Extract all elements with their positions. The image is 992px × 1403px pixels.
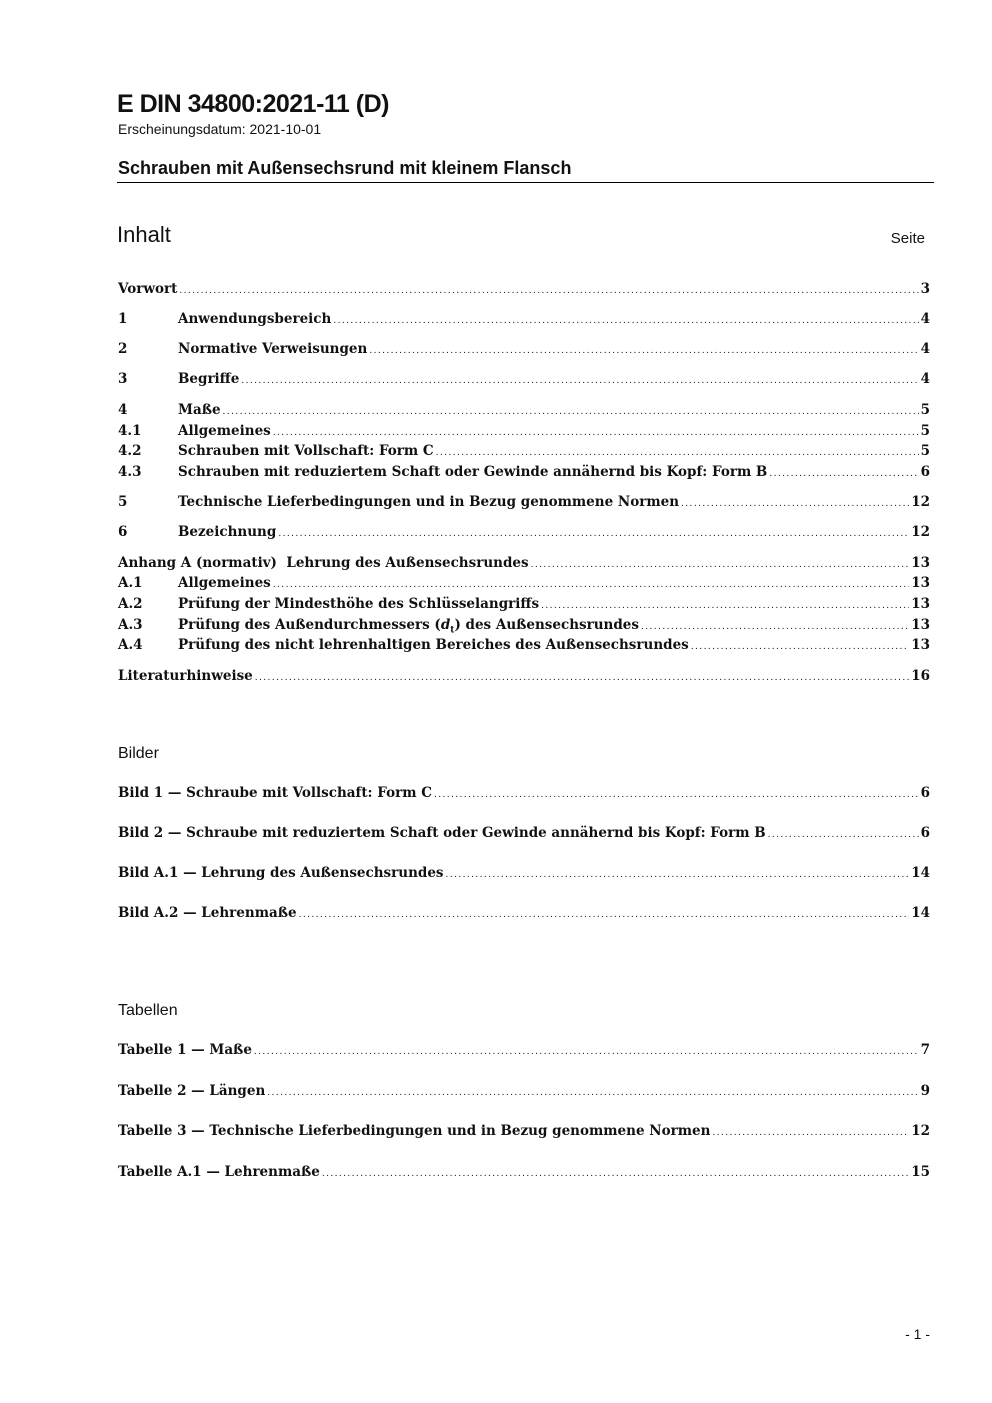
toc-entry-page: 13 bbox=[911, 575, 930, 591]
toc-entry-page: 4 bbox=[920, 311, 930, 327]
figure-entry-text: Bild A.1 — Lehrung des Außensechsrundes bbox=[118, 865, 444, 881]
document-subtitle: Schrauben mit Außensechsrund mit kleinem Flansch bbox=[118, 158, 572, 178]
toc-entry-page: 5 bbox=[920, 423, 930, 439]
toc-entry-page: 16 bbox=[911, 668, 930, 684]
dot-leader bbox=[369, 346, 918, 356]
table-entry-page: 7 bbox=[920, 1042, 930, 1058]
dot-leader bbox=[681, 499, 909, 509]
tables-heading: Tabellen bbox=[118, 1002, 178, 1019]
toc-entry-number: 4.1 bbox=[118, 423, 142, 439]
toc-entry-text: Schrauben mit reduziertem Schaft oder Gewinde annähernd bis Kopf: Form B bbox=[178, 464, 768, 480]
toc-entry-page: 4 bbox=[920, 341, 930, 357]
toc-entry-page: 12 bbox=[911, 524, 930, 540]
publication-date: Erscheinungsdatum: 2021-10-01 bbox=[118, 121, 322, 137]
dot-leader bbox=[769, 469, 918, 479]
toc-entry-text: Normative Verweisungen bbox=[178, 341, 368, 357]
toc-entry-number: 5 bbox=[118, 494, 128, 510]
table-entry[interactable] bbox=[118, 1042, 930, 1061]
toc-entry[interactable] bbox=[118, 668, 930, 687]
toc-entry-text: Vorwort bbox=[118, 281, 178, 297]
toc-entry[interactable] bbox=[118, 311, 930, 330]
toc-entry-text-part: Prüfung des Außendurchmessers ( bbox=[178, 617, 441, 633]
toc-entry[interactable] bbox=[118, 281, 930, 300]
page-column-label: Seite bbox=[890, 230, 925, 247]
toc-entry-page: 5 bbox=[920, 402, 930, 418]
table-entry-text: Tabelle 3 — Technische Lieferbedingungen und in Bezug genommene Normen bbox=[118, 1123, 711, 1139]
dot-leader bbox=[768, 830, 919, 840]
figure-entry-text: Bild A.2 — Lehrenmaße bbox=[118, 905, 297, 921]
figure-entry-page: 6 bbox=[920, 785, 930, 801]
figure-entry-page: 14 bbox=[911, 865, 930, 881]
toc-entry[interactable] bbox=[118, 494, 930, 513]
table-entry-text: Tabelle 2 — Längen bbox=[118, 1083, 266, 1099]
figure-entry[interactable] bbox=[118, 865, 930, 884]
toc-entry-number: 1 bbox=[118, 311, 128, 327]
math-subscript: t bbox=[450, 625, 455, 636]
table-entry-text: Tabelle A.1 — Lehrenmaße bbox=[118, 1164, 320, 1180]
dot-leader bbox=[254, 1047, 919, 1057]
toc-entry-page: 13 bbox=[911, 637, 930, 653]
dot-leader bbox=[322, 1169, 909, 1179]
dot-leader bbox=[267, 1088, 918, 1098]
figures-heading: Bilder bbox=[118, 745, 159, 762]
dot-leader bbox=[223, 407, 919, 417]
math-variable: d bbox=[440, 617, 451, 633]
table-entry-page: 9 bbox=[920, 1083, 930, 1099]
toc-entry-text: Allgemeines bbox=[178, 575, 271, 591]
toc-entry-number: 3 bbox=[118, 371, 128, 387]
toc-entry-text-part: ) des Außensechsrundes bbox=[454, 617, 640, 633]
figure-entry-page: 14 bbox=[911, 905, 930, 921]
toc-entry-text: Anwendungsbereich bbox=[178, 311, 332, 327]
dot-leader bbox=[531, 560, 910, 570]
figure-entry-text: Bild 1 — Schraube mit Vollschaft: Form C bbox=[118, 785, 432, 801]
table-entry[interactable] bbox=[118, 1083, 930, 1102]
dot-leader bbox=[179, 286, 918, 296]
figure-entry[interactable] bbox=[118, 905, 930, 924]
toc-entry-number: A.4 bbox=[118, 637, 143, 653]
table-entry-page: 12 bbox=[911, 1123, 930, 1139]
toc-entry-number: A.2 bbox=[118, 596, 143, 612]
toc-entry-number: 4.2 bbox=[118, 443, 142, 459]
dot-leader bbox=[241, 376, 918, 386]
toc-entry[interactable] bbox=[118, 402, 930, 421]
toc-entry-text: Anhang A (normativ) Lehrung des Außensechsrundes bbox=[118, 555, 529, 571]
header-divider bbox=[117, 182, 934, 183]
table-entry[interactable] bbox=[118, 1123, 930, 1142]
dot-leader bbox=[273, 580, 909, 590]
dot-leader bbox=[299, 910, 910, 920]
dot-leader bbox=[333, 316, 918, 326]
toc-entry-page: 12 bbox=[911, 494, 930, 510]
toc-entry[interactable] bbox=[118, 423, 930, 442]
toc-entry-number: 4.3 bbox=[118, 464, 142, 480]
toc-entry-number: A.3 bbox=[118, 617, 143, 633]
toc-entry[interactable] bbox=[118, 371, 930, 390]
figure-entry[interactable] bbox=[118, 825, 930, 844]
toc-entry[interactable] bbox=[118, 341, 930, 360]
toc-entry[interactable] bbox=[118, 555, 930, 574]
toc-entry[interactable] bbox=[118, 524, 930, 543]
toc-entry-text: Allgemeines bbox=[178, 423, 271, 439]
toc-heading: Inhalt bbox=[117, 222, 171, 247]
toc-entry-number: 4 bbox=[118, 402, 128, 418]
figure-entry-page: 6 bbox=[920, 825, 930, 841]
toc-entry-page: 13 bbox=[911, 596, 930, 612]
toc-entry-number: 2 bbox=[118, 341, 128, 357]
toc-entry-page: 4 bbox=[920, 371, 930, 387]
toc-entry-text bbox=[178, 617, 639, 636]
page-number: - 1 - bbox=[905, 1326, 930, 1342]
dot-leader bbox=[273, 428, 919, 438]
toc-entry-number: 6 bbox=[118, 524, 128, 540]
toc-entry-text: Prüfung der Mindesthöhe des Schlüsselangriffs bbox=[178, 596, 540, 612]
toc-entry-text: Begriffe bbox=[178, 371, 240, 387]
toc-entry[interactable] bbox=[118, 617, 930, 636]
toc-entry[interactable] bbox=[118, 443, 930, 462]
figure-entry[interactable] bbox=[118, 785, 930, 804]
toc-entry[interactable] bbox=[118, 596, 930, 615]
toc-entry[interactable] bbox=[118, 637, 930, 656]
dot-leader bbox=[255, 673, 909, 683]
dot-leader bbox=[641, 622, 909, 632]
document-title: E DIN 34800:2021-11 (D) bbox=[117, 90, 389, 118]
dot-leader bbox=[434, 790, 919, 800]
toc-entry-page: 13 bbox=[911, 617, 930, 633]
table-entry-text: Tabelle 1 — Maße bbox=[118, 1042, 252, 1058]
toc-entry-text: Prüfung des nicht lehrenhaltigen Bereiches des Außensechsrundes bbox=[178, 637, 689, 653]
figure-entry-text: Bild 2 — Schraube mit reduziertem Schaft oder Gewinde annähernd bis Kopf: Form B bbox=[118, 825, 766, 841]
toc-entry-page: 3 bbox=[920, 281, 930, 297]
toc-entry-text: Maße bbox=[178, 402, 221, 418]
toc-entry-page: 5 bbox=[920, 443, 930, 459]
dot-leader bbox=[691, 642, 909, 652]
dot-leader bbox=[446, 870, 910, 880]
table-entry[interactable] bbox=[118, 1164, 930, 1183]
toc-entry-page: 6 bbox=[920, 464, 930, 480]
toc-entry-text: Literaturhinweise bbox=[118, 668, 253, 684]
toc-entry-text: Bezeichnung bbox=[178, 524, 277, 540]
toc-entry[interactable] bbox=[118, 464, 930, 483]
dot-leader bbox=[278, 529, 909, 539]
dot-leader bbox=[436, 448, 919, 458]
toc-entry[interactable] bbox=[118, 575, 930, 594]
toc-entry-text: Schrauben mit Vollschaft: Form C bbox=[178, 443, 434, 459]
toc-entry-text: Technische Lieferbedingungen und in Bezug genommene Normen bbox=[178, 494, 680, 510]
toc-entry-page: 13 bbox=[911, 555, 930, 571]
toc-entry-number: A.1 bbox=[118, 575, 143, 591]
dot-leader bbox=[712, 1128, 909, 1138]
table-entry-page: 15 bbox=[911, 1164, 930, 1180]
dot-leader bbox=[541, 601, 909, 611]
